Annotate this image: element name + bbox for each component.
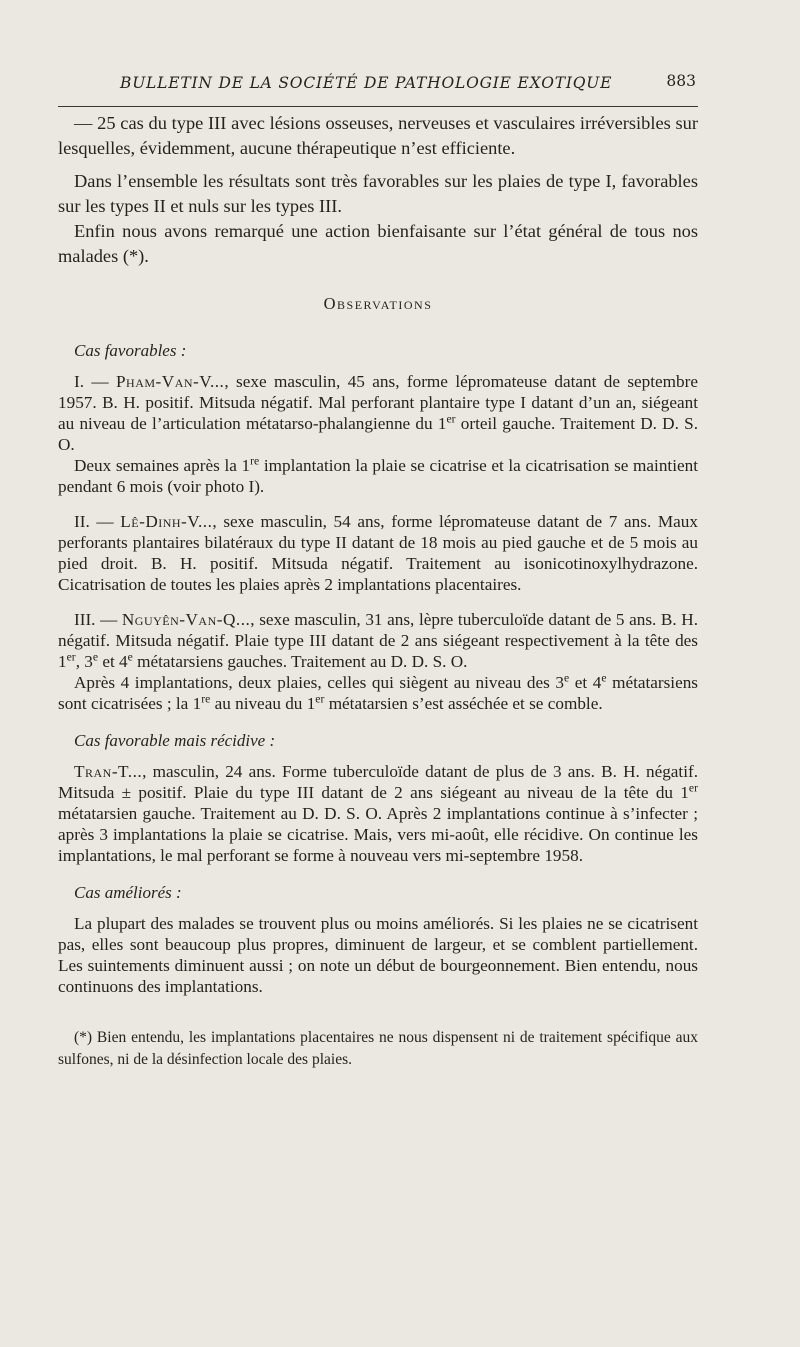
intro-paragraph-3: Enfin nous avons remarqué une action bienfaisante sur l’état général de tous nos malades (*). (58, 221, 698, 266)
footnote-text: (*) Bien entendu, les implantations placentaires ne nous dispensent ni de traitement spécifique aux sulfones, ni de la désinfection locale des plaies. (58, 1029, 698, 1068)
relapse-case-subhead: Cas favorable mais récidive : (74, 731, 276, 750)
relapse-case-description: Tran-T..., masculin, 24 ans. Forme tuberculoïde datant de plus de 3 ans. B. H. négatif. Mitsuda ± positif. Plaie du type III datant de 2 ans siégeant au niveau de la tête du 1er métatarsien gauche. Traitement au D. D. S. O. Après 2 implantations continue à s’infecter ; après 3 implantations la plaie se cicatrise. Mais, vers mi-août, elle récidive. On continue les implantations, le mal perforant se forme à nouveau vers mi-septembre 1958. (58, 762, 698, 865)
case-1 (58, 371, 698, 497)
improved-cases-text: La plupart des malades se trouvent plus ou moins améliorés. Si les plaies ne se cicatrisent pas, elles sont beaucoup plus propres, diminuent de largeur, et se comblent partiellement. Les suintements diminuent aussi ; on note un début de bourgeonnement. Bien entendu, nous continuons des implantations. (58, 914, 698, 996)
case-2-description: II. — Lê-Dinh-V..., sexe masculin, 54 ans, forme lépromateuse datant de 7 ans. Maux perforants plantaires bilatéraux du type II datant de 18 mois au pied gauche et de 5 mois au pied droit. B. H. positif. Mitsuda négatif. Traitement au isonicotinoxylhydrazone. Cicatrisation de toutes les plaies après 2 implantations placentaires. (58, 512, 698, 594)
patient-name: Pham-Van-V... (116, 372, 225, 391)
patient-name: Lê-Dinh-V... (120, 512, 213, 531)
improved-cases-subhead: Cas améliorés : (74, 883, 182, 902)
relapse-case (58, 761, 698, 866)
article-body (58, 111, 698, 1071)
case-1-description: I. — Pham-Van-V..., sexe masculin, 45 ans, forme lépromateuse datant de septembre 1957. B. H. positif. Mitsuda négatif. Mal perforant plantaire type I datant d’un an, siégeant au niveau de l’articulation métatarso-phalangienne du 1er orteil gauche. Traitement D. D. S. O. (58, 372, 698, 454)
intro-paragraph-1: — 25 cas du type III avec lésions osseuses, nerveuses et vasculaires irréversibles sur lesquelles, évidemment, aucune thérapeutique n’est efficiente. (58, 113, 698, 158)
patient-name: Nguyên-Van-Q... (121, 610, 251, 629)
case-3 (58, 609, 698, 714)
patient-name: Tran-T... (74, 762, 143, 781)
observations-heading: Observations (323, 294, 433, 313)
intro-paragraph-2: Dans l’ensemble les résultats sont très favorables sur les plaies de type I, favorables sur les types II et nuls sur les types III. (58, 171, 698, 216)
page-number: 883 (666, 72, 696, 90)
page-header (58, 66, 698, 107)
case-2 (58, 511, 698, 595)
case-1-outcome: Deux semaines après la 1re implantation la plaie se cicatrise et la cicatrisation se maintient pendant 6 mois (voir photo I). (58, 454, 698, 496)
case-3-outcome: Après 4 implantations, deux plaies, celles qui siègent au niveau des 3e et 4e métatarsiens sont cicatrisées ; la 1re au niveau du 1er métatarsien s’est asséchée et se comble. (58, 671, 698, 713)
case-3-description: III. — Nguyên-Van-Q..., sexe masculin, 31 ans, lèpre tuberculoïde datant de 5 ans. B. H. négatif. Mitsuda négatif. Plaie type III datant de 2 ans siégeant respectivement à la tête des 1er, 3e et 4e métatarsiens gauches. Traitement au D. D. S. O. (58, 610, 699, 671)
favorable-cases-subhead: Cas favorables : (74, 341, 187, 360)
footnote (58, 1027, 698, 1071)
improved-cases (58, 913, 698, 997)
running-title: BULLETIN DE LA SOCIÉTÉ DE PATHOLOGIE EXOTIQUE (120, 74, 613, 92)
